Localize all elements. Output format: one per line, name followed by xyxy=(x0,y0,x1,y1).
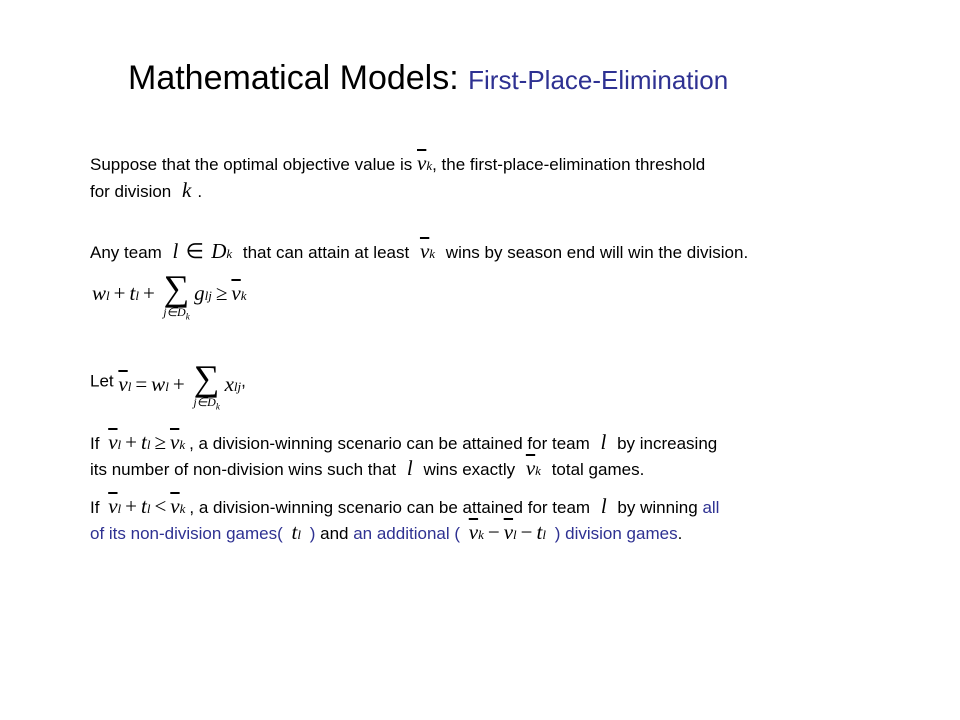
math-vk-bar-3: $\overline{v}k$ xyxy=(525,456,541,480)
formula-win-condition: wl + tl + ∑ $j\in D_k$ glj ≥ $\overline{v}k$ xyxy=(92,268,247,322)
paragraph-if-geq-line2 xyxy=(90,457,644,482)
p4-text-b: , a division-winning scenario can be attained for team xyxy=(189,434,590,453)
paragraph-any-team xyxy=(90,240,748,265)
p5-text-a: If xyxy=(90,498,100,517)
paragraph-if-geq-line1 xyxy=(90,431,717,456)
p4-text-f: total games. xyxy=(551,460,645,479)
p5-text-d: all xyxy=(702,498,720,517)
p5-text-b: , a division-winning scenario can be attained for team xyxy=(189,498,591,517)
p2-text-b: that can attain at least xyxy=(242,243,410,262)
paragraph-threshold-line1 xyxy=(90,152,705,177)
p5-text-c: by winning xyxy=(617,498,698,517)
paragraph-threshold-line2 xyxy=(90,179,202,203)
p5-text-k: . xyxy=(677,524,683,543)
formula-vl-bar-definition: $\overline{v}l$ = wl + ∑ $j\in D_k$ xlj xyxy=(118,358,242,412)
p4-text-d: its number of non-division wins such that xyxy=(90,460,397,479)
p3-text-a: Let xyxy=(90,371,114,391)
p4-text-e: wins exactly xyxy=(423,460,516,479)
p5-text-f: ) xyxy=(309,524,316,543)
p4-text-a: If xyxy=(90,434,100,453)
math-vk-bar-2: $\overline{v}k$ xyxy=(419,239,436,263)
p1-text-d: . xyxy=(197,182,203,201)
math-l-2: l xyxy=(406,456,413,480)
math-tl: tl xyxy=(291,520,301,544)
p1-text-c: for division xyxy=(90,182,172,201)
math-k: k xyxy=(182,178,192,202)
p5-text-j: division games xyxy=(565,524,678,543)
math-l-3: l xyxy=(600,494,607,518)
p4-text-c: by increasing xyxy=(617,434,718,453)
p5-text-i: ) xyxy=(554,524,561,543)
p5-text-h: an additional ( xyxy=(353,524,461,543)
title-main: Mathematical Models: xyxy=(128,59,459,97)
p5-text-e: of its non-division games( xyxy=(90,524,283,543)
paragraph-let xyxy=(90,356,246,412)
p2-text-a: Any team xyxy=(90,243,162,262)
paragraph-if-lt-line1 xyxy=(90,495,719,520)
math-vl-plus-tl-lt-vk: $\overline{v}l$ + tl < $\overline{v}k$ xyxy=(108,494,186,518)
math-vk-minus-vl-minus-tl: $\overline{v}k - \overline{v}l$ − tl xyxy=(468,520,546,544)
p3-text-b: , xyxy=(241,371,246,391)
p5-text-g: and xyxy=(320,524,349,543)
title-subtitle: First-Place-Elimination xyxy=(468,65,729,95)
slide-title xyxy=(128,56,728,102)
math-l-in-Dk: l ∈ Dk xyxy=(172,239,233,263)
p1-text-b: , the first-place-elimination threshold xyxy=(432,155,706,174)
math-vk-bar: $\overline{v}k$ xyxy=(417,151,433,175)
math-vl-plus-tl-geq-vk: $\overline{v}l$ + tl ≥ $\overline{v}k$ xyxy=(108,430,186,454)
p2-text-c: wins by season end will win the division. xyxy=(445,243,749,262)
math-l: l xyxy=(600,430,607,454)
paragraph-if-lt-line2 xyxy=(90,521,682,546)
p1-text-a: Suppose that the optimal objective value is xyxy=(90,155,413,174)
